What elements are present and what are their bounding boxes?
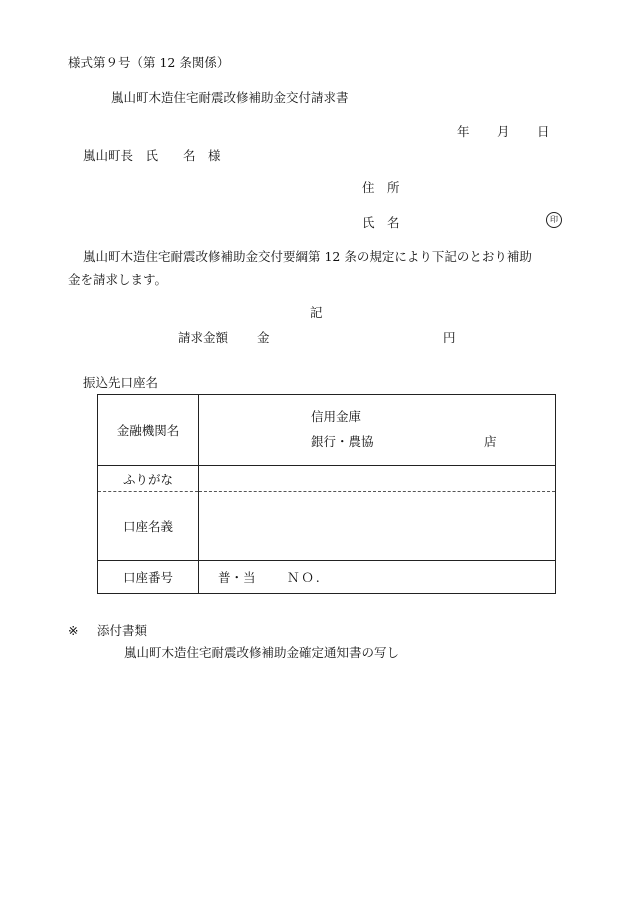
body-text-line2: 金を請求します。 (68, 272, 168, 287)
applicant-address-label: 住 所 (362, 180, 400, 195)
claim-amount-label: 請求金額 (178, 330, 229, 345)
furigana-cell[interactable] (199, 466, 556, 492)
table-row (98, 561, 556, 594)
note-mark: ※ (68, 623, 79, 638)
table-row (98, 492, 556, 561)
date-day: 日 (537, 124, 550, 139)
claim-amount-unit: 円 (443, 330, 456, 345)
bank-option-ginko: 銀行・農協 (311, 434, 374, 449)
account-holder-cell[interactable] (199, 492, 556, 561)
attachment-item: 嵐山町木造住宅耐震改修補助金確定通知書の写し (124, 645, 400, 660)
table-row (98, 395, 556, 466)
form-number: 様式第９号（第 12 条関係） (68, 55, 230, 70)
body-text-line1: 嵐山町木造住宅耐震改修補助金交付要綱第 12 条の規定により下記のとおり補助 (83, 249, 532, 264)
claim-amount-prefix: 金 (257, 330, 270, 345)
account-number-cell[interactable] (199, 561, 556, 594)
seal-mark: 印 (546, 212, 562, 228)
furigana-label: ふりがな (98, 466, 199, 492)
account-table (97, 394, 556, 594)
account-type: 普・当 (218, 570, 256, 585)
document-title: 嵐山町木造住宅耐震改修補助金交付請求書 (111, 90, 349, 105)
attachments-label: 添付書類 (97, 623, 148, 638)
branch-suffix: 店 (484, 434, 497, 449)
bank-name-cell[interactable] (199, 395, 556, 466)
account-number-label: 口座番号 (98, 561, 199, 594)
account-holder-label: 口座名義 (98, 492, 199, 561)
ki-heading: 記 (310, 305, 323, 320)
applicant-name-label: 氏 名 (362, 215, 400, 230)
addressee: 嵐山町長 氏 名 様 (83, 148, 221, 163)
date-month: 月 (497, 124, 510, 139)
bank-name-label: 金融機関名 (98, 395, 199, 466)
date-year: 年 (457, 124, 470, 139)
account-section-label: 振込先口座名 (83, 375, 159, 390)
account-no-label: ＮＯ. (287, 570, 322, 585)
bank-option-shinkin: 信用金庫 (311, 409, 362, 424)
table-row (98, 466, 556, 492)
